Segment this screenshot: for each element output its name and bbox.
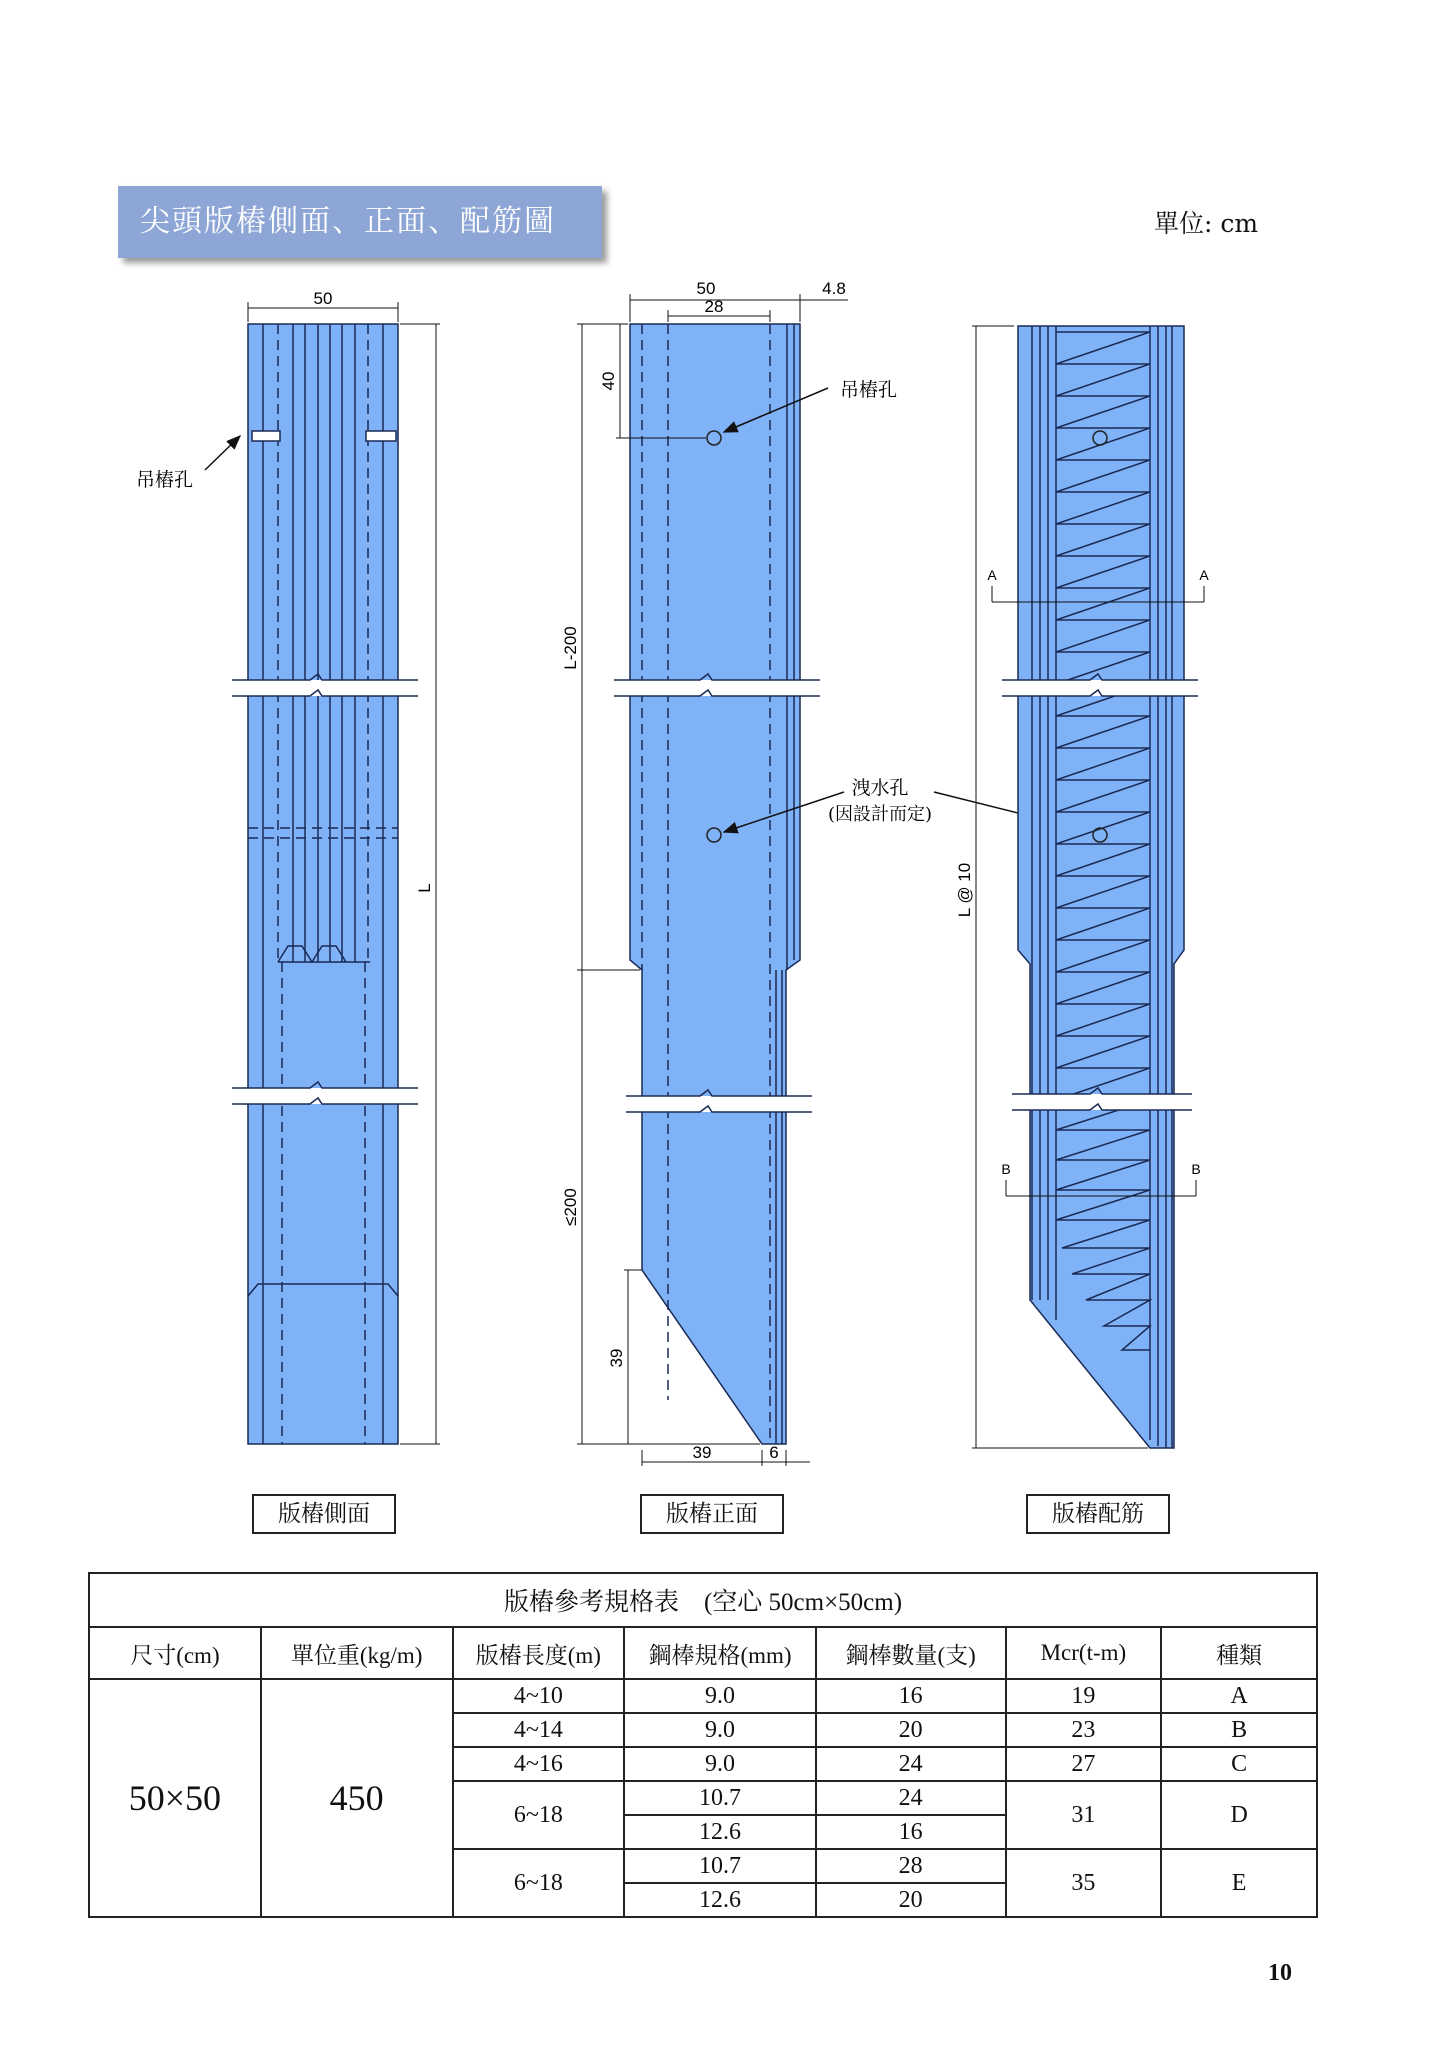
header-type: 種類 [1161,1627,1317,1679]
table-caption: 版樁參考規格表 (空心 50cm×50cm) [89,1573,1317,1627]
cell-length: 4~14 [453,1713,625,1747]
cell-weight: 450 [261,1679,453,1917]
rebar-view [1000,326,1200,1448]
dim-front-39v: 39 [607,1348,626,1368]
dim-front-edge: 4.8 [822,279,846,298]
dim-side-width: 50 [313,289,333,308]
cell-type: B [1161,1713,1317,1747]
dim-rebar-spacing: L @ 10 [955,862,974,918]
cell-bar-count: 16 [816,1815,1006,1849]
hole-label-left: 吊樁孔 [136,469,194,491]
drain-hole-label: 洩水孔 [851,777,909,799]
page-number: 10 [1268,1960,1292,1986]
dim-front-L200: L-200 [561,626,580,670]
drain-hole-note: (因設計而定) [827,804,933,825]
cell-bar-count: 20 [816,1883,1006,1917]
cell-type: A [1161,1679,1317,1713]
header-mcr: Mcr(t-m) [1006,1627,1162,1679]
cell-length: 6~18 [453,1849,625,1917]
pile-drawing [0,270,1448,1560]
header-bar-spec: 鋼棒規格(mm) [624,1627,816,1679]
header-length: 版樁長度(m) [453,1627,625,1679]
cell-bar-spec: 10.7 [624,1781,816,1815]
cell-mcr: 23 [1006,1713,1162,1747]
header-bar-count: 鋼棒數量(支) [816,1627,1006,1679]
section-b-right: B [1191,1161,1201,1177]
cell-type: C [1161,1747,1317,1781]
cell-length: 4~16 [453,1747,625,1781]
header-size: 尺寸(cm) [89,1627,261,1679]
table-row [89,1679,1317,1713]
caption-front-view: 版樁正面 [640,1494,784,1534]
dim-front-6: 6 [769,1443,779,1462]
cell-bar-spec: 12.6 [624,1883,816,1917]
hole-label-front: 吊樁孔 [840,379,898,401]
dim-front-width: 50 [696,279,716,298]
dim-front-le200: ≤200 [561,1188,580,1226]
cell-bar-spec: 12.6 [624,1815,816,1849]
dim-side-length: L [415,883,434,893]
caption-rebar-view: 版樁配筋 [1026,1494,1170,1534]
cell-mcr: 35 [1006,1849,1162,1917]
cell-bar-count: 28 [816,1849,1006,1883]
cell-bar-count: 24 [816,1747,1006,1781]
dim-front-39h: 39 [692,1443,712,1462]
cell-bar-spec: 9.0 [624,1747,816,1781]
page-title: 尖頭版樁側面、正面、配筋圖 [118,186,602,258]
section-a-left: A [987,567,997,583]
hole-arrow-left [205,436,240,470]
cell-mcr: 27 [1006,1747,1162,1781]
cell-bar-spec: 9.0 [624,1679,816,1713]
cell-bar-spec: 10.7 [624,1849,816,1883]
spec-table [88,1572,1318,1918]
section-a-right: A [1199,567,1209,583]
cell-bar-count: 16 [816,1679,1006,1713]
cell-size: 50×50 [89,1679,261,1917]
table-header-row [89,1627,1317,1679]
cell-bar-count: 24 [816,1781,1006,1815]
dim-front-inner: 28 [704,297,724,316]
dim-front-40: 40 [599,371,618,391]
cell-bar-count: 20 [816,1713,1006,1747]
cell-mcr: 31 [1006,1781,1162,1849]
cell-type: D [1161,1781,1317,1849]
cell-bar-spec: 9.0 [624,1713,816,1747]
cell-length: 6~18 [453,1781,625,1849]
caption-side-view: 版樁側面 [252,1494,396,1534]
unit-label: 單位: cm [1154,209,1259,238]
cell-type: E [1161,1849,1317,1917]
front-view [612,324,822,1444]
header-weight: 單位重(kg/m) [261,1627,453,1679]
section-b-left: B [1001,1161,1011,1177]
side-view [230,302,440,1444]
cell-mcr: 19 [1006,1679,1162,1713]
cell-length: 4~10 [453,1679,625,1713]
